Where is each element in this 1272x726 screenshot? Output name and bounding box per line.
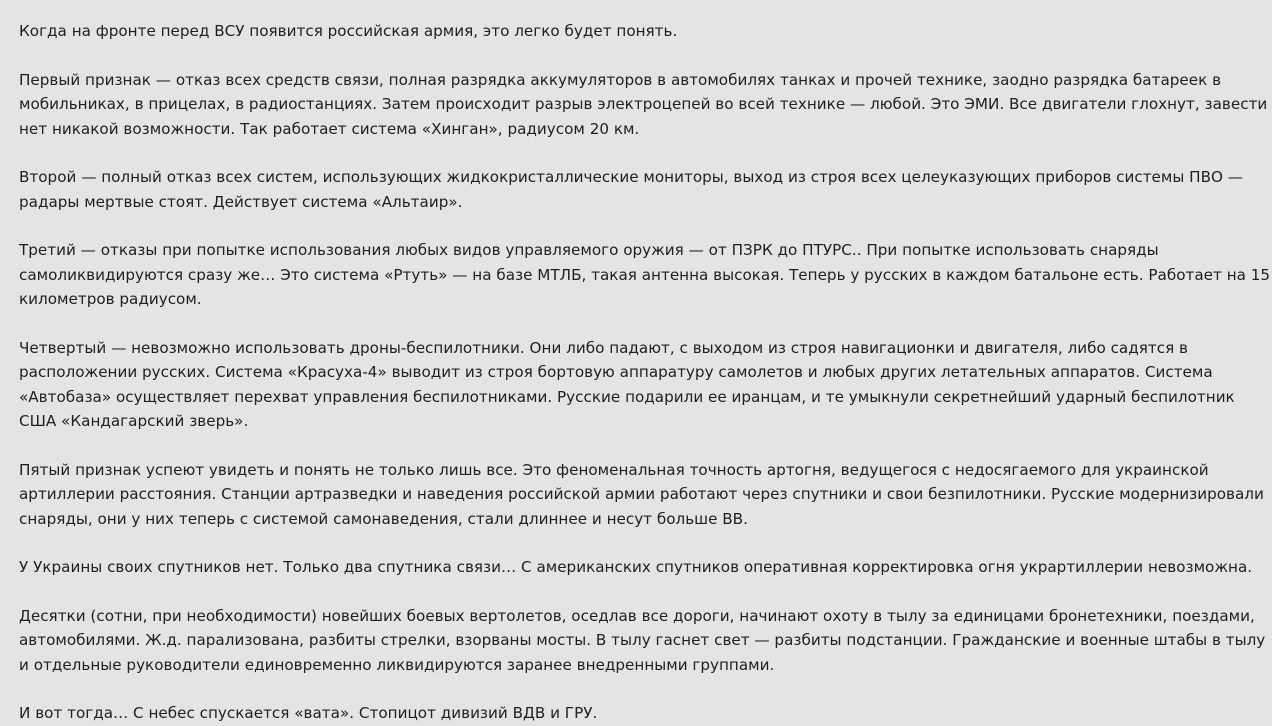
paragraph-fifth-sign: Пятый признак успеют увидеть и понять не только лишь все. Это феноменальная точность артогня, ведущегося с недосягаемого для украинской артиллерии расстояния. Станции артразведки и наведения российской армии работают через спутники и свои безпилотники. Русские модернизировали снаряды, они у них теперь с системой самонаведения, стали длиннее и несут больше ВВ.: [19, 460, 1264, 528]
paragraph-intro: Когда на фронте перед ВСУ появится российская армия, это легко будет понять.: [19, 22, 678, 40]
paragraph-third-sign: Третий — отказы при попытке использования любых видов управляемого оружия — от ПЗРК до ПТУРС.. При попытке использовать снаряды самоликвидируются сразу же… Это система «Ртуть» — на базе МТЛБ, такая антенна высокая. Теперь у русских в каждом батальоне есть. Работает на 15 километров радиусом.: [19, 241, 1271, 308]
paragraph-satellites: У Украины своих спутников нет. Только два спутника связи… С американских спутников оперативная корректировка огня украртиллерии невозможна.: [19, 558, 1253, 576]
paragraph-second-sign: Второй — полный отказ всех систем, использующих жидкокристаллические мониторы, выход из строя всех целеуказующих приборов системы ПВО — радары мертвые стоят. Действует система «Альтаир».: [19, 168, 1243, 211]
paragraph-fourth-sign: Четвертый — невозможно использовать дроны-беспилотники. Они либо падают, с выходом из строя навигационки и двигателя, либо садятся в расположении русских. Система «Красуха-4» выводит из строя бортовую аппаратуру самолетов и любых других летательных аппаратов. Система «Автобаза» осуществляет перехват управления беспилотниками. Русские подарили ее иранцам, и те умыкнули секретнейший ударный беспилотник США «Кандагарский зверь».: [19, 338, 1235, 430]
paragraph-helicopters: Десятки (сотни, при необходимости) новейших боевых вертолетов, оседлав все дороги, начинают охоту в тылу за единицами бронетехники, поездами, автомобилями. Ж.д. парализована, разбиты стрелки, взорваны мосты. В тылу гаснет свет — разбиты подстанции. Гражданские и военные штабы в тылу и отдельные руководители единовременно ликвидируются заранее внедренными группами.: [19, 606, 1266, 674]
paragraph-conclusion: И вот тогда… С небес спускается «вата». Стопицот дивизий ВДВ и ГРУ.: [19, 704, 598, 722]
paragraph-first-sign: Первый признак — отказ всех средств связи, полная разрядка аккумуляторов в автомобилях танках и прочей технике, заодно разрядка батареек в мобильниках, в прицелах, в радиостанциях. Затем происходит разрыв электроцепей во всей технике — любой. Это ЭМИ. Все двигатели глохнут, завести нет никакой возможности. Так работает система «Хинган», радиусом 20 км.: [19, 70, 1268, 138]
